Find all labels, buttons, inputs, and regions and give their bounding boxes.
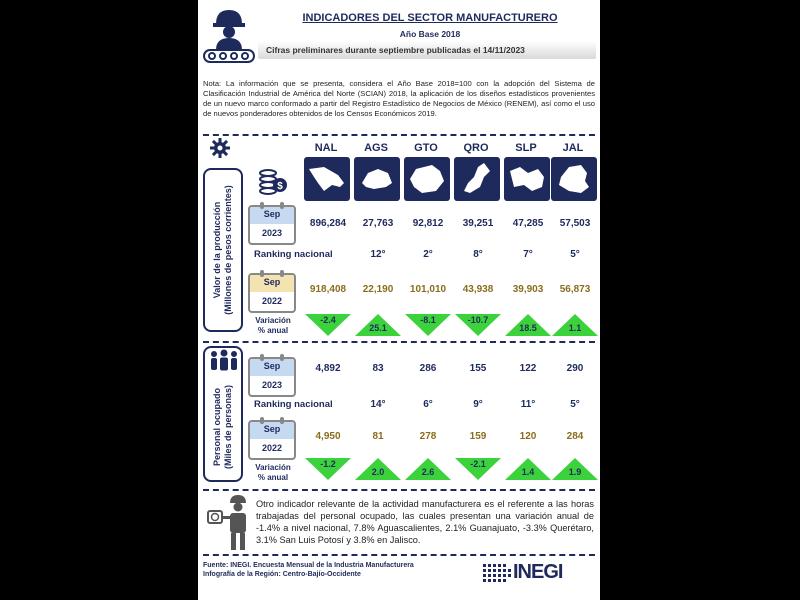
calendar-year: 2022: [261, 296, 283, 306]
calendar-month: Sep: [250, 275, 294, 292]
production-2023-nal: 896,284: [309, 218, 347, 229]
variation-value: 18.5: [519, 323, 537, 333]
employment-2023-ags: 83: [372, 363, 384, 374]
divider-top: [203, 134, 595, 136]
variation-value: 1.1: [568, 323, 582, 333]
employment-rank-ags: 14°: [370, 399, 386, 410]
production-2022-ags: 22,190: [362, 284, 394, 295]
variation-value: -1.2: [320, 459, 336, 469]
variation-arrow-nal: [305, 458, 351, 480]
region-text: Infografía de la Región: Centro-Bajío-Occidente: [203, 571, 361, 578]
production-2022-qro: 43,938: [462, 284, 494, 295]
variation-arrow-qro: [455, 314, 501, 336]
employment-2022-nal: 4,950: [315, 431, 341, 442]
employment-rank-slp: 11°: [520, 399, 536, 410]
employment-2023-jal: 290: [566, 363, 584, 374]
calendar-month: Sep: [250, 359, 294, 376]
production-label-title: Valor de la producción: [212, 201, 222, 299]
people-icon: [209, 349, 239, 371]
page-title: INDICADORES DEL SECTOR MANUFACTURERO: [302, 12, 558, 24]
production-rank-qro: 8°: [473, 249, 483, 260]
calendar-sep-2022-employment: [248, 420, 296, 460]
production-variation-label: [248, 316, 298, 336]
inegi-logo: [483, 560, 593, 586]
production-rank-ags: 12°: [370, 249, 386, 260]
variation-arrow-slp: [505, 314, 551, 336]
variation-arrow-gto: [405, 458, 451, 480]
employment-rank-jal: 5°: [570, 399, 580, 410]
production-rank-slp: 7°: [523, 249, 533, 260]
production-2023-slp: 47,285: [512, 218, 544, 229]
employment-2022-slp: 120: [519, 431, 537, 442]
methodology-note: Nota: La información que se presenta, considera el Año Base 2018=100 con la adopción del Sistema de Clasificación Industrial de América del Norte (SCIAN) 2018, la aplicación de los diseños estadísticos provenientes de un nuevo marco conformado a partir del Registro Estadístico de Negocios de México (RENEM), así como el uso de nuevos ponderadores obtenidos de los Censos Económicos 2019.: [203, 79, 595, 118]
svg-text:$: $: [277, 181, 283, 192]
variation-value: -10.7: [467, 315, 489, 325]
employment-label-title: Personal ocupado: [212, 388, 222, 467]
calendar-sep-2023-employment: [248, 357, 296, 397]
money-coins-icon: [258, 165, 288, 197]
page-subtitle: Año Base 2018: [399, 29, 461, 39]
production-ranking-label: Ranking nacional: [254, 249, 333, 260]
map-guanajuato-icon: [404, 157, 450, 201]
production-side-label: [203, 168, 243, 332]
variation-arrow-jal: [552, 314, 598, 336]
map-aguascalientes-icon: [354, 157, 400, 201]
variation-arrow-ags: [355, 314, 401, 336]
divider-footer: [203, 554, 595, 556]
variation-label-line2: % anual: [257, 326, 289, 335]
worked-hours-paragraph: Otro indicador relevante de la actividad manufacturera es el referente a las horas trabajadas del personal ocupado, las cuales presentan una variación anual de -1.4% a nivel nacional, 7.8% Aguascalientes, 2.1% Guanajuato, -3.3% Querétaro, 3.1% San Luis Potosí y 3.8% en Jalisco.: [256, 499, 594, 545]
employment-2023-nal: 4,892: [315, 363, 341, 374]
production-2023-gto: 92,812: [412, 218, 444, 229]
employment-2023-gto: 286: [419, 363, 437, 374]
map-jalisco-icon: [551, 157, 597, 201]
production-2022-gto: 101,010: [409, 284, 447, 295]
map-queretaro-icon: [454, 157, 500, 201]
production-2022-jal: 56,873: [559, 284, 591, 295]
variation-arrow-qro: [455, 458, 501, 480]
employment-2023-qro: 155: [469, 363, 487, 374]
variation-value: -8.1: [420, 315, 436, 325]
employment-ranking-label: Ranking nacional: [254, 399, 333, 410]
employment-rank-gto: 6°: [423, 399, 433, 410]
variation-value: 25.1: [369, 323, 387, 333]
variation-arrow-jal: [552, 458, 598, 480]
calendar-year: 2022: [261, 443, 283, 453]
inegi-logo-mark: [483, 564, 511, 584]
variation-value: 2.0: [371, 467, 385, 477]
production-2023-ags: 27,763: [362, 218, 394, 229]
variation-label-line1: Variación: [255, 463, 291, 472]
employment-rank-qro: 9°: [473, 399, 483, 410]
publication-banner: Cifras preliminares durante septiembre publicadas el 14/11/2023: [258, 41, 596, 59]
factory-worker-icon: [202, 4, 256, 64]
variation-arrow-gto: [405, 314, 451, 336]
calendar-month: Sep: [250, 207, 294, 224]
variation-value: 1.4: [521, 467, 535, 477]
gear-icon: [210, 138, 230, 158]
production-2023-qro: 39,251: [462, 218, 494, 229]
col-header-ags: AGS: [364, 142, 388, 154]
variation-value: -2.1: [470, 459, 486, 469]
employment-2022-ags: 81: [372, 431, 384, 442]
employment-2023-slp: 122: [519, 363, 537, 374]
calendar-sep-2022-production: [248, 273, 296, 313]
col-header-jal: JAL: [562, 142, 584, 154]
divider-bottom: [203, 489, 595, 491]
variation-label-line1: Variación: [255, 316, 291, 325]
calendar-year: 2023: [261, 380, 283, 390]
employment-label-unit: (Miles de personas): [223, 385, 233, 470]
map-san-luis-potosi-icon: [504, 157, 550, 201]
production-2022-nal: 918,408: [309, 284, 347, 295]
divider-middle: [203, 341, 595, 343]
calendar-month: Sep: [250, 422, 294, 439]
production-2022-slp: 39,903: [512, 284, 544, 295]
variation-arrow-slp: [505, 458, 551, 480]
col-header-gto: GTO: [414, 142, 438, 154]
employment-variation-label: [248, 463, 298, 483]
employment-2022-gto: 278: [419, 431, 437, 442]
employment-2022-jal: 284: [566, 431, 584, 442]
variation-label-line2: % anual: [257, 473, 289, 482]
col-header-qro: QRO: [463, 142, 489, 154]
calendar-sep-2023-production: [248, 205, 296, 245]
variation-value: 1.9: [568, 467, 582, 477]
employment-2022-qro: 159: [469, 431, 487, 442]
worker-with-clock-icon: [206, 493, 252, 551]
production-rank-jal: 5°: [570, 249, 580, 260]
inegi-logo-text: INEGI: [513, 561, 563, 583]
production-rank-gto: 2°: [423, 249, 433, 260]
map-mexico-icon: [304, 157, 350, 201]
col-header-slp: SLP: [515, 142, 537, 154]
variation-value: 2.6: [421, 467, 435, 477]
variation-arrow-nal: [305, 314, 351, 336]
production-2023-jal: 57,503: [559, 218, 591, 229]
variation-arrow-ags: [355, 458, 401, 480]
infographic-page: [198, 0, 600, 600]
variation-value: -2.4: [320, 315, 336, 325]
calendar-year: 2023: [261, 228, 283, 238]
source-text: Fuente: INEGI. Encuesta Mensual de la Industria Manufacturera: [203, 562, 414, 569]
production-label-unit: (Millones de pesos corrientes): [223, 185, 233, 315]
col-header-nal: NAL: [314, 142, 338, 154]
